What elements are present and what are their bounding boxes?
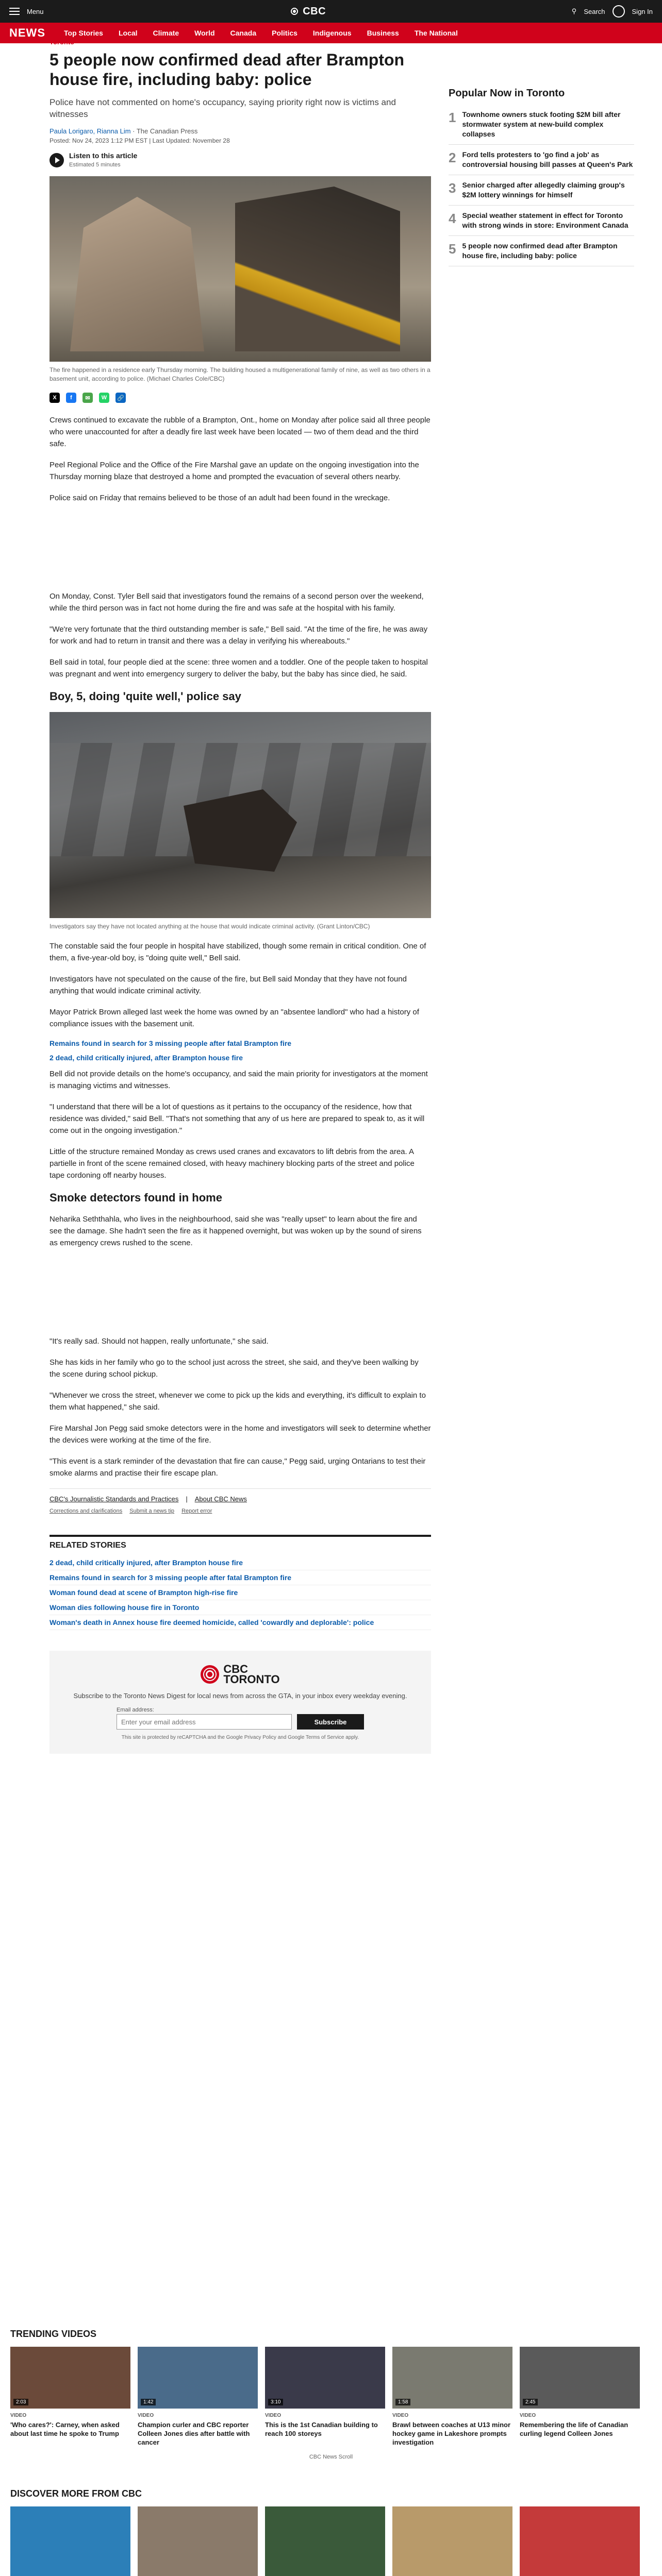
newsletter-signup [49,1651,431,1754]
related-stories-title: RELATED STORIES [49,1535,431,1550]
aerial-photo [49,712,431,918]
discover-title: DISCOVER MORE FROM CBC [10,2488,142,2499]
discover-thumbnail[interactable] [10,2506,130,2576]
paragraph: "I understand that there will be a lot of questions as it pertains to the occupancy of the residence, how that residence was divided," said Bell. "That's not something that any of us here are prepared to speak to, as it will come out in the ongoing investigation." [49,1103,425,1135]
popular-item[interactable]: 1 Townhome owners stuck footing $2M bill after stormwater system at new-build complex collapses [449,105,634,145]
video-duration: 3:10 [268,2399,283,2405]
standards-links: CBC's Journalistic Standards and Practices | About CBC News Corrections and clarifications Submit a news tip Report error [49,1488,431,1514]
video-label: VIDEO [265,2413,282,2418]
paragraph: Peel Regional Police and the Office of the Fire Marshal gave an update on the ongoing investigation into the Thursday morning blaze that destroyed a home and prompted the evacuation of several others nearby. [49,461,419,481]
discover-thumbnail[interactable] [138,2506,258,2576]
nav-item-world[interactable]: World [194,29,215,37]
discover-card[interactable] [520,2506,640,2576]
video-card[interactable] [392,2347,512,2447]
link-share-icon[interactable]: 🔗 [115,393,126,403]
nav-item-politics[interactable]: Politics [272,29,297,37]
menu-icon[interactable] [9,8,20,15]
cbc-gem-icon [289,6,300,16]
paragraph: Investigators have not speculated on the cause of the fire, but Bell said Monday that they have not found anything that would indicate criminal activity. [49,975,407,995]
video-title[interactable]: This is the 1st Canadian building to reach 100 storeys [265,2421,378,2437]
nav-item-local[interactable]: Local [118,29,138,37]
nav-item-canada[interactable]: Canada [230,29,257,37]
listen-duration: Estimated 5 minutes [69,162,121,168]
video-thumbnail[interactable] [265,2347,385,2409]
paragraph: The constable said the four people in hospital have stabilized, though some remain in critical condition. One of them, a five-year-old boy, is "doing quite well," Bell said. [49,942,426,962]
popular-item[interactable]: 4 Special weather statement in effect for Toronto with strong winds in store: Environment Canada [449,206,634,236]
report-error-link[interactable]: Report error [181,1508,212,1514]
paragraph: On Monday, Const. Tyler Bell said that investigators found the remains of a second person over the weekend, while the third person was in fact not home during the fire and was safe at the hospital with his family. [49,592,424,613]
discover-more [0,2488,662,2576]
photo-caption: The fire happened in a residence early Thursday morning. The building housed a multigenerational family of nine, as well as two others in a basement unit, according to police. (Michael Charles Cole/CBC) [49,366,431,382]
user-icon[interactable] [613,5,625,18]
inline-related-link[interactable]: Remains found in search for 3 missing people after fatal Brampton fire [49,1039,292,1047]
video-title[interactable]: Champion curler and CBC reporter Colleen Jones dies after battle with cancer [138,2421,250,2446]
journalistic-standards-link[interactable]: CBC's Journalistic Standards and Practices [49,1495,179,1503]
subheading: Boy, 5, doing 'quite well,' police say [49,690,241,703]
video-title[interactable]: 'Who cares?': Carney, when asked about last time he spoke to Trump [10,2421,120,2437]
popular-now-sidebar [449,88,634,266]
video-duration: 1:42 [141,2399,156,2405]
discover-card[interactable] [138,2506,258,2576]
video-title[interactable]: Brawl between coaches at U13 minor hockey game in Lakeshore prompts investigation [392,2421,511,2446]
related-story-link[interactable]: Woman found dead at scene of Brampton high-rise fire [49,1585,431,1600]
posted-date: Posted: Nov 24, 2023 1:12 PM EST | Last Updated: November 28 [49,137,230,144]
trending-videos [0,2329,662,2460]
corrections-link[interactable]: Corrections and clarifications [49,1508,123,1514]
video-duration: 2:45 [523,2399,538,2405]
sign-in-link[interactable]: Sign In [632,7,653,15]
ad-space [49,1258,431,1335]
recaptcha-notice: This site is protected by reCAPTCHA and the Google Privacy Policy and Google Terms of Service apply. [121,1735,359,1740]
video-thumbnail[interactable] [392,2347,512,2409]
video-label: VIDEO [138,2413,154,2418]
facebook-share-icon[interactable]: f [66,393,76,403]
top-bar [0,0,662,23]
discover-card[interactable] [265,2506,385,2576]
cbc-logo[interactable]: CBC [289,6,326,18]
listen-title: Listen to this article [69,151,138,160]
paragraph: She has kids in her family who go to the school just across the street, she said, and they've been walking by the scene during school pickup. [49,1358,419,1379]
email-share-icon[interactable]: ✉ [82,393,93,403]
discover-card[interactable] [392,2506,512,2576]
paragraph: Bell said in total, four people died at the scene: three women and a toddler. One of the people taken to hospital was pregnant and went into emergency surgery to deliver the baby, but the baby has since died, he said. [49,658,428,679]
discover-thumbnail[interactable] [265,2506,385,2576]
article-deck: Police have not commented on home's occupancy, saying priority right now is victims and witnesses [49,97,396,119]
news-tip-link[interactable]: Submit a news tip [129,1508,175,1514]
paragraph: "Whenever we cross the street, whenever we come to pick up the kids and everything, it's difficult to explain to them what happened," she said. [49,1391,426,1412]
paragraph: "It's really sad. Should not happen, really unfortunate," she said. [49,1337,269,1346]
nav-item-top-stories[interactable]: Top Stories [64,29,103,37]
photo-caption: Investigators say they have not located anything at the house that would indicate criminal activity. (Grant Linton/CBC) [49,923,370,930]
paragraph: "This event is a stark reminder of the devastation that fire can cause," Pegg said, urging Ontarians to test their smoke alarms and practise their fire escape plan. [49,1457,426,1478]
discover-thumbnail[interactable] [520,2506,640,2576]
related-story-link[interactable]: Woman's death in Annex house fire deemed homicide, called 'cowardly and deplorable': police [49,1615,431,1630]
discover-thumbnail[interactable] [392,2506,512,2576]
about-cbc-news-link[interactable]: About CBC News [194,1495,247,1503]
video-duration: 2:03 [13,2399,28,2405]
paragraph: Police said on Friday that remains believed to be those of an adult had been found in the wreckage. [49,494,390,502]
nav-item-business[interactable]: Business [367,29,399,37]
video-title[interactable]: Remembering the life of Canadian curling legend Colleen Jones [520,2421,628,2437]
video-label: VIDEO [392,2413,409,2418]
whatsapp-share-icon[interactable]: W [99,393,109,403]
paragraph: Bell did not provide details on the home's occupancy, and said the main priority for investigators at the moment is managing victims and witnesses. [49,1070,428,1090]
byline [49,127,431,135]
video-card[interactable] [138,2347,258,2447]
video-card[interactable] [265,2347,385,2447]
cbc-gem-icon [201,1665,219,1684]
share-bar [49,393,431,403]
video-label: VIDEO [10,2413,27,2418]
ad-space [49,513,431,590]
video-duration: 1:58 [395,2399,410,2405]
paragraph: Little of the structure remained Monday as crews used cranes and excavators to lift debris from the area. A partielle in front of the scene remained closed, with heavy machinery blocking parts of the street and police tape cordoning off nearby houses. [49,1147,415,1180]
newsletter-description: Subscribe to the Toronto News Digest for local news from across the GTA, in your inbox every weekday evening. [73,1692,407,1700]
paragraph: Fire Marshal Jon Pegg said smoke detectors were in the home and investigators will seek to determine whether the devices were working at the time of the fire. [49,1424,431,1445]
nav-item-the-national[interactable]: The National [414,29,458,37]
byline-source: · The Canadian Press [130,127,198,135]
article-headline: 5 people now confirmed dead after Brampton house fire, including baby: police [49,50,405,89]
paragraph: Mayor Patrick Brown alleged last week the home was owned by an "absentee landlord" who had a history of compliance issues with the basement unit. [49,1008,419,1028]
listen-widget[interactable] [49,151,431,169]
article [49,38,431,1754]
subheading: Smoke detectors found in home [49,1191,222,1204]
menu-label[interactable]: Menu [27,7,44,15]
video-card[interactable] [520,2347,640,2447]
related-story-link[interactable]: 2 dead, child critically injured, after Brampton house fire [49,1555,431,1570]
nav-item-indigenous[interactable]: Indigenous [312,29,352,37]
paragraph: Crews continued to excavate the rubble of a Brampton, Ont., home on Monday after police said all three people who were unaccounted for after a deadly fire last week have been located — two of them dead and the third safe. [49,416,431,448]
breadcrumb[interactable]: Toronto [49,38,75,46]
popular-item[interactable]: 5 5 people now confirmed dead after Brampton house fire, including baby: police [449,236,634,266]
discover-card[interactable] [10,2506,130,2576]
trending-videos-title: TRENDING VIDEOS [10,2329,97,2339]
fire-scene-photo [49,176,431,362]
related-story-link[interactable]: Remains found in search for 3 missing people after fatal Brampton fire [49,1570,431,1585]
subscribe-button[interactable]: Subscribe [297,1714,364,1730]
video-thumbnail[interactable] [10,2347,130,2409]
popular-item[interactable]: 2 Ford tells protesters to 'go find a job' as controversial housing bill passes at Queen's Park [449,145,634,175]
paragraph: Neharika Seththahla, who lives in the neighbourhood, said she was "really upset" to learn about the fire and see the damage. She hadn't seen the fire as it happened overnight, but was woken up by the sound of sirens as emergency crews rushed to the scene. [49,1215,422,1247]
email-field[interactable] [117,1714,292,1730]
video-thumbnail[interactable] [138,2347,258,2409]
email-label: Email address: [117,1707,154,1713]
news-scroll-link[interactable]: CBC News Scroll [309,2454,353,2460]
x-share-icon[interactable]: X [49,393,60,403]
video-card[interactable] [10,2347,130,2447]
cbc-toronto-logo: CBC TORONTO [70,1664,410,1685]
play-icon[interactable] [49,153,64,167]
inline-related-link[interactable]: 2 dead, child critically injured, after Brampton house fire [49,1054,243,1062]
news-logo[interactable]: NEWS [9,26,45,39]
paragraph: "We're very fortunate that the third outstanding member is safe," Bell said. "At the time of the fire, he was away for work and had to return in transit and there was a delay in verifying his whereabouts." [49,625,428,646]
video-thumbnail[interactable] [520,2347,640,2409]
author-links[interactable]: Paula Lorigaro, Rianna Lim [49,127,131,135]
popular-item[interactable]: 3 Senior charged after allegedly claiming group's $2M lottery winnings for himself [449,175,634,206]
search-label[interactable]: Search [584,7,605,15]
related-story-link[interactable]: Woman dies following house fire in Toronto [49,1600,431,1615]
search-icon[interactable]: ⚲ [571,7,577,15]
video-label: VIDEO [520,2413,536,2418]
nav-item-climate[interactable]: Climate [153,29,179,37]
popular-now-title: Popular Now in Toronto [449,88,565,99]
